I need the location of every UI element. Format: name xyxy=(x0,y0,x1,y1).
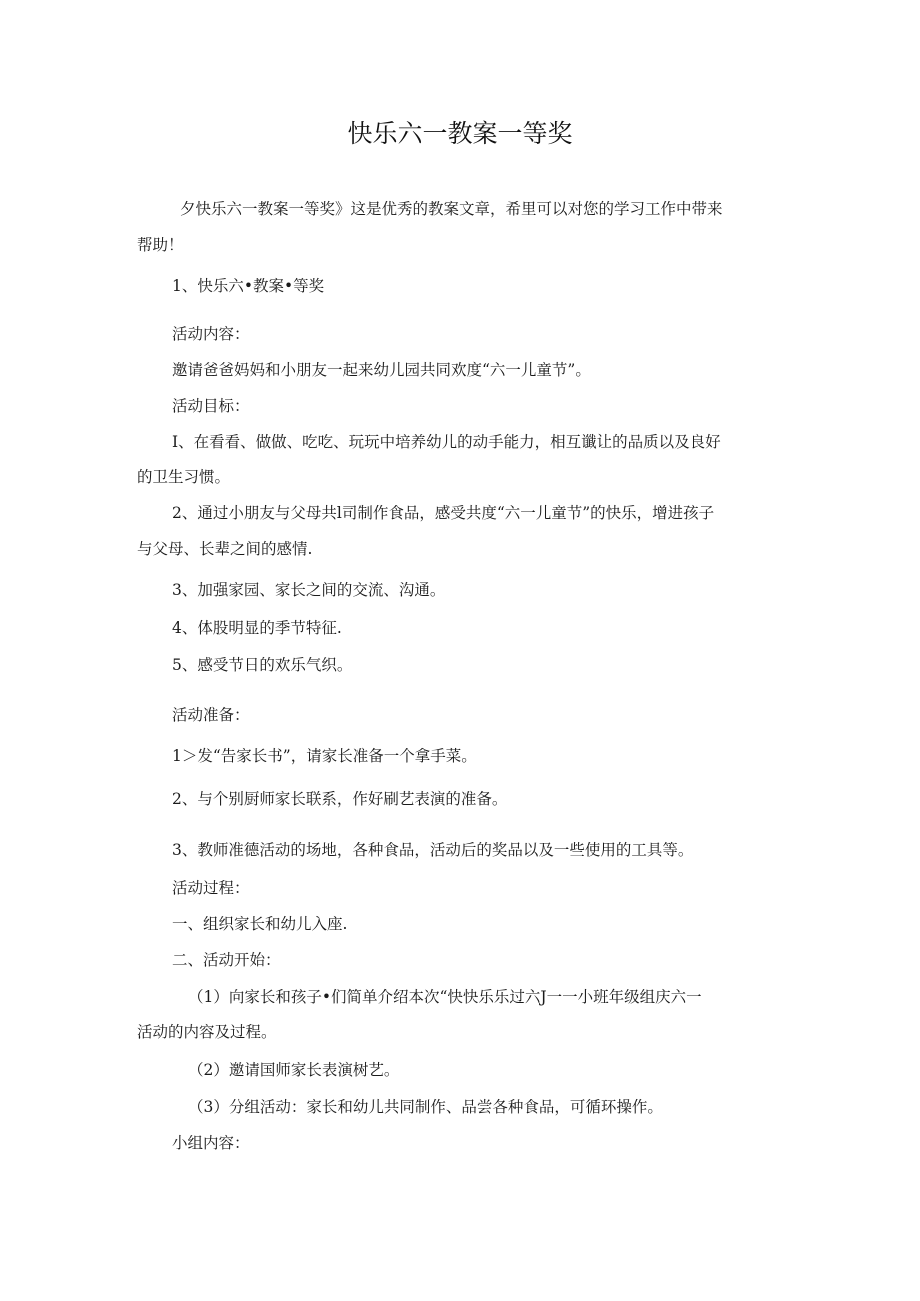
prep-1: 1＞发“告家长书”，请家长准备一个拿手菜。 xyxy=(172,747,477,765)
section-heading-1: 1、快乐六•教案•等奖 xyxy=(172,277,325,295)
process-step-2: 二、活动开始： xyxy=(172,951,281,969)
process-sub-3: （3）分组活动：家长和幼儿共同制作、品尝各种食品，可循环操作。 xyxy=(188,1098,663,1116)
process-step-1: 一、组织家长和幼儿入座. xyxy=(172,915,348,933)
goal-4: 4、体股明显的季节特征. xyxy=(172,619,342,637)
activity-prep-label: 活动准备： xyxy=(172,706,250,724)
group-content-label: 小组内容： xyxy=(172,1134,250,1152)
process-sub-1-line-2: 活动的内容及过程。 xyxy=(137,1023,277,1041)
goal-2-line-2: 与父母、长辈之间的感情. xyxy=(137,540,313,558)
activity-content-label: 活动内容： xyxy=(172,325,250,343)
document-title: 快乐六一教案一等奖 xyxy=(347,119,573,148)
activity-content-text: 邀请爸爸妈妈和小朋友一起来幼儿园共同欢度“六一儿童节”。 xyxy=(172,361,591,379)
process-sub-1-line-1: （1）向家长和孩子•们简单介绍本次“快快乐乐过六J一一小班年级组庆六一 xyxy=(188,988,702,1006)
intro-line-1: 夕快乐六一教案一等奖》这是优秀的教案文章，希里可以对您的学习工作中带来 xyxy=(180,200,723,218)
activity-goals-label: 活动目标： xyxy=(172,397,250,415)
goal-1-line-1: I、在看看、做做、吃吃、玩玩中培养幼儿的动手能力，相互谶让的品质以及良好 xyxy=(172,433,721,451)
process-sub-2: （2）邀请国师家长表演树艺。 xyxy=(188,1061,400,1079)
goal-3: 3、加强家园、家长之间的交流、沟通。 xyxy=(172,581,446,599)
prep-2: 2、与个别厨师家长联系，作好刷艺表演的准备。 xyxy=(172,790,508,808)
activity-process-label: 活动过程： xyxy=(172,879,250,897)
goal-5: 5、感受节日的欢乐气织。 xyxy=(172,656,353,674)
prep-3: 3、教师准德活动的场地，各种食品，活动后的奖品以及一些使用的工具等。 xyxy=(172,841,694,859)
goal-2-line-1: 2、通过小朋友与父母共l司制作食品，感受共度“六一儿童节”的快乐，增进孩子 xyxy=(172,504,715,522)
goal-1-line-2: 的卫生习惯。 xyxy=(137,468,231,486)
intro-line-2: 帮助！ xyxy=(137,236,184,254)
